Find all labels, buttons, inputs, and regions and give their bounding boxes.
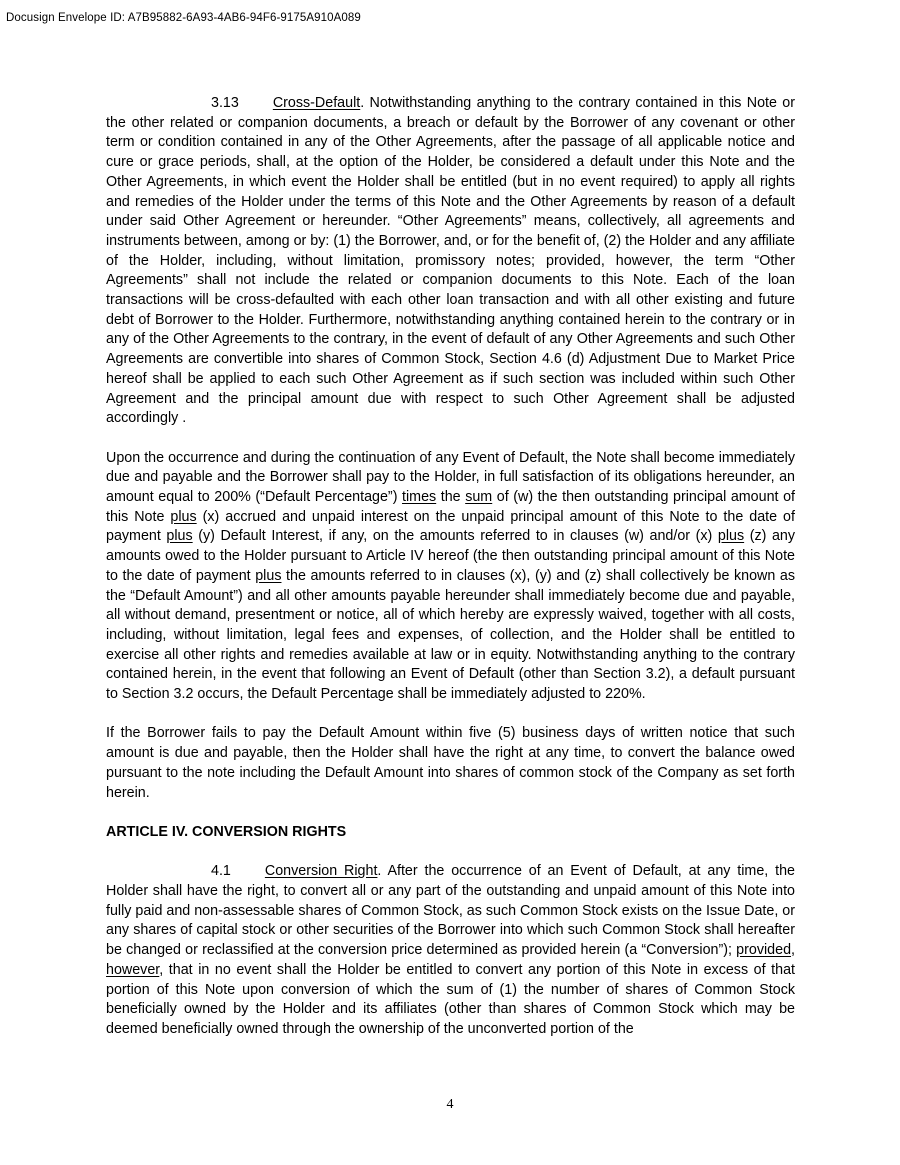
docusign-envelope-id: Docusign Envelope ID: A7B95882-6A93-4AB6-94F6-9175A910A089 — [6, 12, 361, 24]
default-text-4: (x) accrued and unpaid interest on the unpaid principal amount of this Note to the date of payment — [106, 508, 795, 545]
section-4-1-number: 4.1 — [211, 863, 231, 880]
default-text-2: the — [436, 489, 466, 506]
document-body — [106, 94, 795, 1040]
default-text-6: (z) any amounts owed to the Holder pursuant to Article IV hereof (the then outstanding principal amount of this Note to the date of payment — [106, 528, 796, 584]
section-3-13-title: Cross-Default — [272, 95, 361, 111]
section-4-1-text-1: . After the occurrence of an Event of Default, at any time, the Holder shall have the right, to convert all or any part of the outstanding and unpaid amount of this Note into fully paid and non-assessable shares of Common Stock, as such Common Stock exists on the Issue Date, or any shares of capital stock or other securities of the Borrower into which such Common Stock shall hereafter be changed or reclassified at the conversion price determined as provided herein (a “Conversion”); — [106, 863, 795, 959]
underlined-sum: sum — [465, 489, 493, 506]
section-3-13-paragraph — [106, 94, 795, 429]
default-text-7: the amounts referred to in clauses (x), (y) and (z) shall collectively be known as the “Default Amount”) and all other amounts payable hereunder shall immediately become due and payable, all without demand, presentment or notice, all of which hereby are expressly waived, together with all costs, including, without limitation, legal fees and expenses, of collection, and the Holder shall be entitled to exercise all other rights and remedies available at law or in equity. Notwithstanding anything to the contrary contained herein, in the event that following an Event of Default (other than Section 3.2), a default pursuant to Section 3.2 occurs, the Default Percentage shall be immediately adjusted to 220%. — [106, 567, 795, 703]
section-4-1-title: Conversion Right — [264, 863, 378, 880]
underlined-times: times — [402, 489, 437, 506]
page-number: 4 — [446, 1097, 454, 1112]
underlined-provided: provided — [736, 942, 792, 959]
underlined-plus-2: plus — [166, 528, 193, 545]
underlined-plus-3: plus — [717, 528, 745, 545]
section-4-1-text-2: , — [791, 942, 795, 959]
default-text-5: (y) Default Interest, if any, on the amounts referred to in clauses (w) and/or (x) — [192, 528, 718, 545]
default-text-1: Upon the occurrence and during the continuation of any Event of Default, the Note shall become immediately due and payable and the Borrower shall pay to the Holder, in full satisfaction of its obligations hereunder, an amount equal to 200% (“Default Percentage”) — [106, 449, 795, 506]
section-4-1-text-3: , that in no event shall the Holder be entitled to convert any portion of this Note in excess of that portion of this Note upon conversion of which the sum of (1) the number of shares of Common Stock beneficially owned by the Holder and its affiliates (other than shares of Common Stock which may be deemed beneficially owned through the ownership of the unconverted portion of the — [106, 961, 795, 1037]
underlined-however: however — [106, 961, 160, 978]
default-text-3: of (w) the then outstanding principal amount of this Note — [106, 489, 795, 525]
section-4-1-paragraph — [106, 862, 795, 1039]
section-3-13-body: . Notwithstanding anything to the contrary contained in this Note or the other related or companion documents, a breach or default by the Borrower of any covenant or other term or condition contained in any of the Other Agreements, after the passage of all applicable notice and cure or grace periods, shall, at the option of the Holder, be considered a default under this Note and the Other Agreements, in which event the Holder shall be entitled (but in no event required) to apply all rights and remedies of the Holder under the terms of this Note and the Other Agreements by reason of a default under said Other Agreement or hereunder. “Other Agreements” means, collectively, all agreements and instruments between, among or by: (1) the Borrower, and, or for the benefit of, (2) the Holder and any affiliate of the Holder, including, without limitation, promissory notes; provided, however, the term “Other Agreements” shall not include the related or companion documents to this Note. Each of the loan transactions will be cross-defaulted with each other loan transaction and with all other existing and future debt of Borrower to the Holder. Furthermore, notwithstanding anything contained herein to the contrary or in any of the Other Agreements to the contrary, in the event of default of any Other Agreements and such Other Agreements are convertible into shares of Common Stock, Section 4.6 (d) Adjustment Due to Market Price hereof shall be applied to each such Other Agreement as if such section was included within such Other Agreement and the principal amount due with respect to such Other Agreement shall be adjusted accordingly . — [106, 95, 795, 427]
failure-to-pay-paragraph: If the Borrower fails to pay the Default Amount within five (5) business days of written notice that such amount is due and payable, then the Holder shall have the right at any time, to convert the balance owed pursuant to the note including the Default Amount into shares of common stock of the Company as set forth herein. — [106, 725, 795, 801]
article-iv-heading: ARTICLE IV. CONVERSION RIGHTS — [106, 823, 347, 840]
underlined-plus-1: plus — [170, 508, 197, 525]
default-amount-paragraph — [106, 449, 795, 705]
section-3-13-number: 3.13 — [211, 95, 239, 111]
underlined-plus-4: plus — [255, 567, 282, 584]
